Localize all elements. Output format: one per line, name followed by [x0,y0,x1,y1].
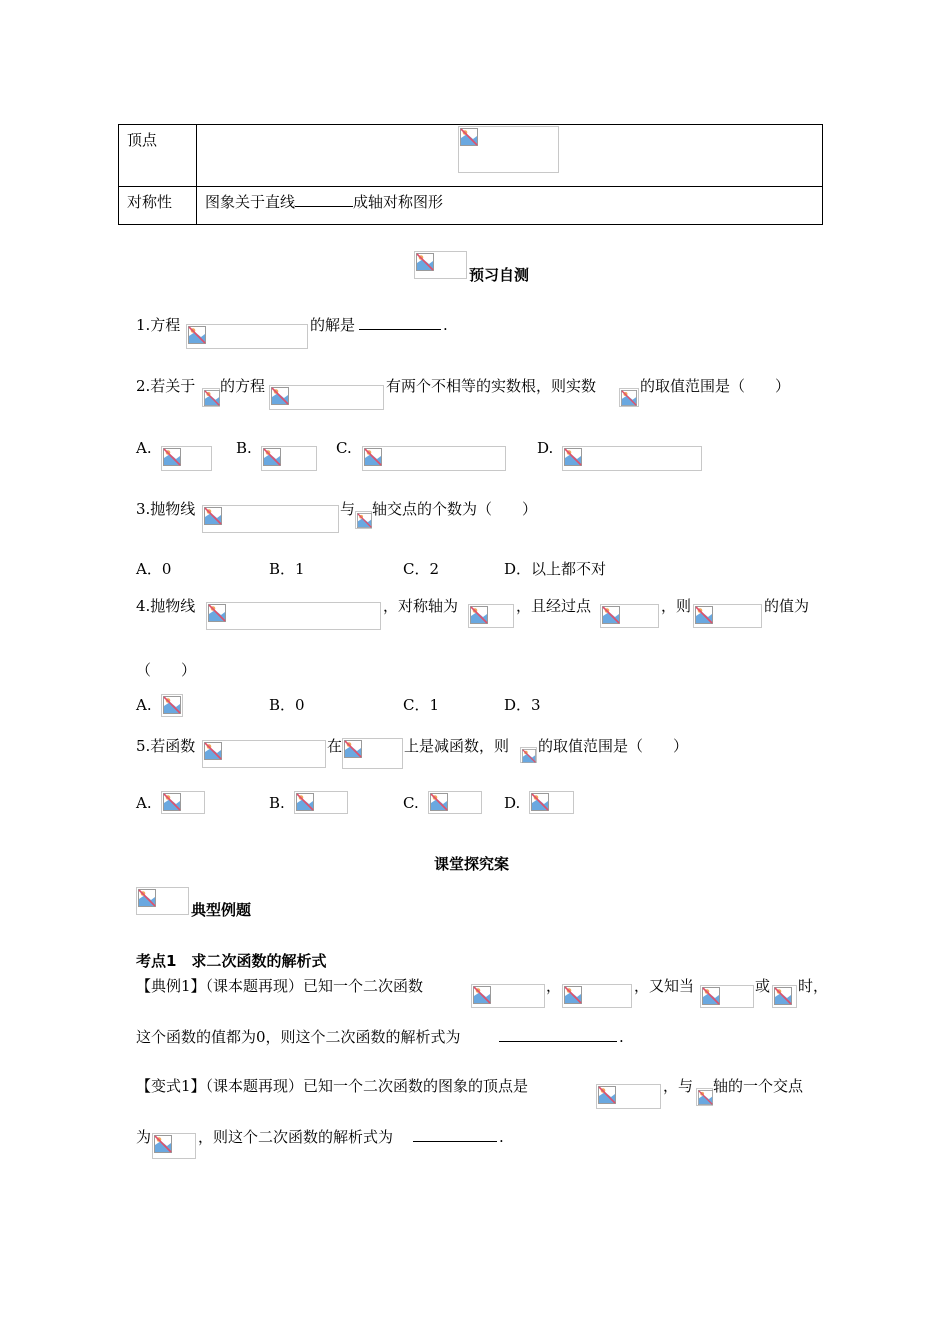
formula-image [772,985,797,1008]
q2-option-c: C. [336,439,352,457]
q5-option-b: B. [269,794,285,812]
section-title-class-exploration: 课堂探究案 [434,855,510,873]
image-placeholder-icon [357,513,372,528]
image-placeholder-icon [154,1135,172,1153]
image-placeholder-icon [702,987,720,1005]
q3-option-c: C．2 [403,560,440,578]
q5-text-d: 的取值范围是（ ） [538,737,689,755]
q2-text-c: 有两个不相等的实数根，则实数 [386,377,597,395]
q4-option-d: D．3 [504,696,541,714]
q3-text-a: 3.抛物线 [136,500,196,518]
q3-option-b: B．1 [269,560,305,578]
image-placeholder-icon [698,1090,713,1105]
example1-text-g: . [619,1028,624,1046]
q1-text-b: 的解是 [310,316,356,334]
image-placeholder-icon [204,390,220,406]
formula-image [562,446,702,471]
formula-image [294,791,348,814]
kaodian-1-title: 考点1 求二次函数的解析式 [136,952,327,970]
image-placeholder-icon [695,606,713,624]
q1-text-c: . [443,316,448,334]
formula-image [261,446,317,471]
formula-image [355,511,372,529]
q4-text-e: 的值为 [764,597,810,615]
q5-text-b: 在 [327,737,343,755]
q3-text-c: 轴交点的个数为（ ） [372,500,538,518]
formula-image [562,984,632,1008]
q4-option-b: B．0 [269,696,305,714]
formula-image [700,985,754,1008]
q5-text-c: 上是减函数，则 [404,737,510,755]
image-placeholder-icon [774,987,792,1005]
section-title-typical-examples: 典型例题 [191,901,252,919]
variant1-text-c: 轴的一个交点 [713,1077,804,1095]
variant1-text-d: 为 [136,1128,152,1146]
table-cell-symmetry [197,187,823,225]
formula-image [520,747,537,763]
image-placeholder-icon [163,448,181,466]
image-placeholder-icon [470,606,488,624]
image-placeholder-icon [204,742,222,760]
image-placeholder-icon [531,793,549,811]
formula-image [202,388,220,407]
q4-option-a: A. [136,696,152,714]
q5-option-c: C. [403,794,419,812]
formula-image [161,694,183,717]
image-placeholder-icon [364,448,382,466]
variant1-text-f: . [499,1128,504,1146]
q2-option-a: A. [136,439,152,457]
image-placeholder-icon [163,793,181,811]
image-placeholder-icon [602,606,620,624]
formula-image [161,791,205,814]
image-placeholder-icon [204,507,222,525]
q4-text-b: ，对称轴为 [383,597,459,615]
variant1-text-b: ，与 [663,1077,694,1095]
formula-image [468,604,514,628]
formula-image [161,446,212,471]
section-title-preview-test: 预习自测 [469,266,530,284]
q1-text-a: 1.方程 [136,316,181,334]
image-placeholder-icon [138,889,156,907]
q4-text-d: ，则 [661,597,692,615]
image-placeholder-icon [163,696,181,714]
image-placeholder-icon [564,448,582,466]
q5-option-d: D. [504,794,521,812]
formula-image [471,984,545,1008]
symmetry-text-b: 成轴对称图形 [353,193,444,211]
formula-image [596,1084,661,1109]
image-placeholder-icon [271,387,289,405]
section-icon-image [136,887,189,915]
formula-image [342,738,403,769]
q4-option-c: C．1 [403,696,440,714]
image-placeholder-icon [598,1086,616,1104]
formula-image [696,1088,713,1106]
formula-image [619,388,639,407]
section-icon-image [414,251,467,279]
formula-image [600,604,659,628]
example1-text-a: 【典例1】（课本题再现）已知一个二次函数 [136,977,424,995]
example1-text-b: ， [546,977,562,995]
image-placeholder-icon [430,793,448,811]
formula-image [458,126,559,173]
image-placeholder-icon [208,604,226,622]
image-placeholder-icon [416,253,434,271]
q2-text-a: 2.若关于 [136,377,196,395]
q5-option-a: A. [136,794,152,812]
image-placeholder-icon [460,128,478,146]
image-placeholder-icon [522,749,536,763]
example1-text-e: 时， [798,977,829,995]
formula-image [186,324,308,349]
q4-text-c: ，且经过点 [516,597,592,615]
formula-image [428,791,482,814]
q2-text-d: 的取值范围是（ ） [640,377,791,395]
table-label-vertex: 顶点 [119,125,197,187]
formula-image [529,791,574,814]
q3-option-d: D．以上都不对 [504,560,607,578]
example1-text-d: 或 [755,977,771,995]
variant1-text-e: ，则这个二次函数的解析式为 [198,1128,394,1146]
variant1-answer-blank [413,1127,497,1147]
image-placeholder-icon [473,986,491,1004]
formula-image [206,602,381,630]
image-placeholder-icon [621,390,637,406]
q4-text-f: （ ） [136,661,197,679]
q2-option-b: B. [236,439,252,457]
q3-text-b: 与 [340,500,356,518]
example1-answer-blank [499,1027,617,1047]
q3-option-a: A．0 [136,560,172,578]
blank-line [295,192,353,207]
q2-text-b: 的方程 [220,377,266,395]
image-placeholder-icon [344,740,362,758]
formula-image [362,446,506,471]
image-placeholder-icon [263,448,281,466]
example1-text-c: ，又知当 [634,977,695,995]
formula-image [693,604,762,628]
table-label-symmetry: 对称性 [119,187,197,225]
formula-image [152,1133,196,1159]
example1-text-f: 这个函数的值都为0，则这个二次函数的解析式为 [136,1028,461,1046]
image-placeholder-icon [296,793,314,811]
q2-option-d: D. [537,439,554,457]
formula-image [202,740,326,768]
q4-text-a: 4.抛物线 [136,597,196,615]
image-placeholder-icon [188,326,206,344]
image-placeholder-icon [564,986,582,1004]
q1-answer-blank [359,315,441,335]
symmetry-text-a: 图象关于直线 [205,193,296,211]
q5-text-a: 5.若函数 [136,737,196,755]
variant1-text-a: 【变式1】（课本题再现）已知一个二次函数的图象的顶点是 [136,1077,529,1095]
formula-image [269,385,384,410]
formula-image [202,505,339,533]
